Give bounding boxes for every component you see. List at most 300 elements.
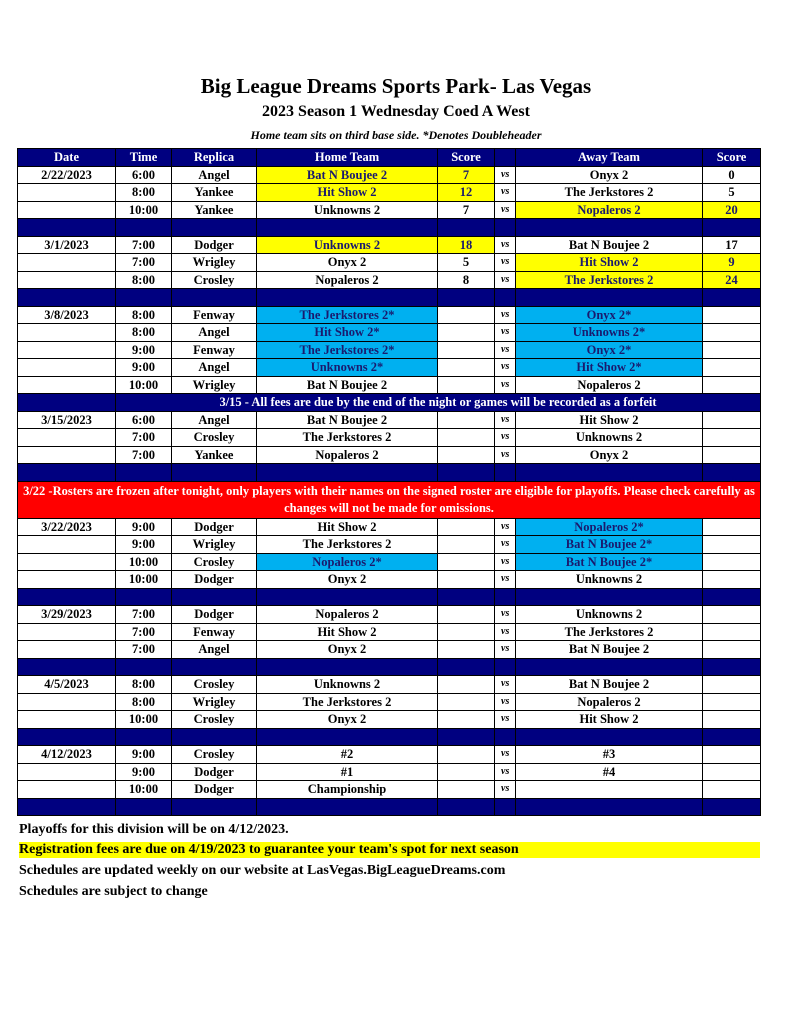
- away-score: [703, 536, 761, 554]
- separator-cell: [703, 658, 761, 676]
- vs-label: vs: [495, 446, 516, 464]
- away-score: [703, 711, 761, 729]
- separator-cell: [516, 289, 703, 307]
- game-time: 8:00: [116, 184, 172, 202]
- separator-cell: [172, 588, 257, 606]
- home-team: Onyx 2: [257, 254, 438, 272]
- separator-cell: [18, 798, 116, 816]
- game-time: 8:00: [116, 693, 172, 711]
- vs-label: vs: [495, 623, 516, 641]
- home-score: 8: [438, 271, 495, 289]
- game-date: [18, 201, 116, 219]
- home-team: Nopaleros 2: [257, 446, 438, 464]
- alert-text: 3/22 -Rosters are frozen after tonight, only players with their names on the signed roster are eligible for playoffs. Please check carefully as changes will not be made for omissions.: [18, 481, 761, 518]
- game-time: 7:00: [116, 429, 172, 447]
- game-time: 9:00: [116, 763, 172, 781]
- vs-label: vs: [495, 676, 516, 694]
- home-team: The Jerkstores 2: [257, 536, 438, 554]
- game-row: [18, 376, 761, 394]
- separator-cell: [257, 728, 438, 746]
- away-team: Onyx 2*: [516, 341, 703, 359]
- vs-label: vs: [495, 166, 516, 184]
- home-score: [438, 746, 495, 764]
- game-row: [18, 746, 761, 764]
- away-team: Nopaleros 2: [516, 201, 703, 219]
- away-score: [703, 446, 761, 464]
- separator-cell: [116, 658, 172, 676]
- game-field: Angel: [172, 166, 257, 184]
- game-field: Dodger: [172, 781, 257, 799]
- away-score: [703, 781, 761, 799]
- vs-label: vs: [495, 781, 516, 799]
- separator-cell: [18, 658, 116, 676]
- away-team: Nopaleros 2*: [516, 518, 703, 536]
- away-team: Bat N Boujee 2*: [516, 553, 703, 571]
- game-row: [18, 271, 761, 289]
- separator-cell: [516, 219, 703, 237]
- separator-cell: [257, 289, 438, 307]
- game-field: Crosley: [172, 271, 257, 289]
- vs-label: vs: [495, 201, 516, 219]
- separator-cell: [703, 798, 761, 816]
- separator-cell: [438, 289, 495, 307]
- separator-cell: [703, 588, 761, 606]
- column-header: Away Team: [516, 149, 703, 167]
- home-team: Championship: [257, 781, 438, 799]
- game-row: [18, 411, 761, 429]
- vs-label: vs: [495, 571, 516, 589]
- game-time: 9:00: [116, 536, 172, 554]
- game-date: [18, 446, 116, 464]
- game-field: Crosley: [172, 711, 257, 729]
- separator-row: [18, 289, 761, 307]
- page-subtitle: 2023 Season 1 Wednesday Coed A West: [262, 103, 530, 120]
- separator-cell: [438, 219, 495, 237]
- home-team: Hit Show 2*: [257, 324, 438, 342]
- away-score: 9: [703, 254, 761, 272]
- game-row: [18, 553, 761, 571]
- game-date: [18, 254, 116, 272]
- separator-row: [18, 658, 761, 676]
- game-time: 6:00: [116, 166, 172, 184]
- home-score: [438, 341, 495, 359]
- separator-row: [18, 588, 761, 606]
- game-date: [18, 359, 116, 377]
- game-row: [18, 306, 761, 324]
- vs-label: vs: [495, 306, 516, 324]
- table-header: [18, 149, 761, 167]
- vs-label: vs: [495, 763, 516, 781]
- away-team: #4: [516, 763, 703, 781]
- away-score: [703, 376, 761, 394]
- vs-label: vs: [495, 376, 516, 394]
- away-score: [703, 571, 761, 589]
- roster-alert-row: [18, 481, 761, 518]
- separator-cell: [495, 464, 516, 482]
- separator-cell: [257, 219, 438, 237]
- home-team: Bat N Boujee 2: [257, 376, 438, 394]
- game-field: Fenway: [172, 623, 257, 641]
- home-team: Onyx 2: [257, 571, 438, 589]
- away-score: [703, 693, 761, 711]
- away-score: [703, 341, 761, 359]
- separator-cell: [172, 219, 257, 237]
- away-score: [703, 411, 761, 429]
- home-team: Bat N Boujee 2: [257, 411, 438, 429]
- notice-row: [18, 394, 761, 412]
- home-team: Onyx 2: [257, 711, 438, 729]
- away-score: [703, 518, 761, 536]
- game-date: [18, 429, 116, 447]
- separator-cell: [516, 464, 703, 482]
- separator-cell: [257, 658, 438, 676]
- game-field: Yankee: [172, 446, 257, 464]
- separator-cell: [516, 588, 703, 606]
- vs-label: vs: [495, 641, 516, 659]
- away-score: [703, 306, 761, 324]
- separator-cell: [495, 289, 516, 307]
- away-score: [703, 359, 761, 377]
- game-date: [18, 536, 116, 554]
- game-field: Crosley: [172, 746, 257, 764]
- away-team: Hit Show 2: [516, 711, 703, 729]
- column-header: Time: [116, 149, 172, 167]
- separator-cell: [172, 658, 257, 676]
- game-time: 7:00: [116, 641, 172, 659]
- game-time: 10:00: [116, 711, 172, 729]
- home-score: [438, 606, 495, 624]
- separator-cell: [116, 798, 172, 816]
- away-team: #3: [516, 746, 703, 764]
- away-score: [703, 763, 761, 781]
- vs-label: vs: [495, 518, 516, 536]
- home-team: The Jerkstores 2: [257, 429, 438, 447]
- game-date: 2/22/2023: [18, 166, 116, 184]
- game-field: Angel: [172, 324, 257, 342]
- separator-cell: [116, 219, 172, 237]
- home-team: Unknowns 2: [257, 236, 438, 254]
- away-team: The Jerkstores 2: [516, 623, 703, 641]
- away-team: [516, 781, 703, 799]
- separator-cell: [516, 798, 703, 816]
- game-row: [18, 623, 761, 641]
- game-date: [18, 341, 116, 359]
- game-time: 10:00: [116, 201, 172, 219]
- vs-label: vs: [495, 746, 516, 764]
- home-team: Unknowns 2*: [257, 359, 438, 377]
- game-date: 4/12/2023: [18, 746, 116, 764]
- vs-label: vs: [495, 341, 516, 359]
- separator-cell: [257, 464, 438, 482]
- game-date: [18, 376, 116, 394]
- separator-cell: [257, 798, 438, 816]
- away-score: 5: [703, 184, 761, 202]
- away-team: Bat N Boujee 2: [516, 236, 703, 254]
- game-row: [18, 324, 761, 342]
- home-score: [438, 676, 495, 694]
- away-score: [703, 553, 761, 571]
- game-time: 8:00: [116, 324, 172, 342]
- game-field: Yankee: [172, 201, 257, 219]
- game-field: Crosley: [172, 676, 257, 694]
- game-date: [18, 623, 116, 641]
- blank-cell: [18, 394, 116, 412]
- away-score: 20: [703, 201, 761, 219]
- game-row: [18, 676, 761, 694]
- separator-cell: [116, 289, 172, 307]
- game-field: Wrigley: [172, 693, 257, 711]
- schedule-table: [17, 148, 761, 816]
- game-date: 3/22/2023: [18, 518, 116, 536]
- vs-label: vs: [495, 184, 516, 202]
- game-row: [18, 693, 761, 711]
- home-score: [438, 306, 495, 324]
- away-team: Hit Show 2*: [516, 359, 703, 377]
- home-score: [438, 571, 495, 589]
- game-row: [18, 518, 761, 536]
- schedule-note: Home team sits on third base side. *Denotes Doubleheader: [250, 128, 542, 142]
- home-team: Unknowns 2: [257, 201, 438, 219]
- vs-label: vs: [495, 271, 516, 289]
- away-team: The Jerkstores 2: [516, 271, 703, 289]
- separator-cell: [438, 464, 495, 482]
- home-team: #1: [257, 763, 438, 781]
- game-row: [18, 201, 761, 219]
- away-score: [703, 429, 761, 447]
- away-team: Hit Show 2: [516, 411, 703, 429]
- separator-cell: [172, 464, 257, 482]
- away-score: [703, 676, 761, 694]
- game-time: 10:00: [116, 781, 172, 799]
- game-field: Fenway: [172, 306, 257, 324]
- game-field: Crosley: [172, 553, 257, 571]
- away-team: Unknowns 2: [516, 571, 703, 589]
- game-row: [18, 711, 761, 729]
- game-row: [18, 606, 761, 624]
- game-date: [18, 693, 116, 711]
- column-header: Score: [703, 149, 761, 167]
- vs-label: vs: [495, 429, 516, 447]
- separator-cell: [495, 219, 516, 237]
- game-time: 10:00: [116, 571, 172, 589]
- vs-label: vs: [495, 411, 516, 429]
- game-field: Wrigley: [172, 376, 257, 394]
- game-time: 7:00: [116, 606, 172, 624]
- vs-label: vs: [495, 553, 516, 571]
- separator-cell: [172, 728, 257, 746]
- separator-cell: [172, 798, 257, 816]
- home-score: [438, 429, 495, 447]
- game-time: 8:00: [116, 676, 172, 694]
- home-team: Nopaleros 2*: [257, 553, 438, 571]
- game-date: [18, 184, 116, 202]
- home-team: Unknowns 2: [257, 676, 438, 694]
- game-row: [18, 571, 761, 589]
- footer-website: Schedules are updated weekly on our website at LasVegas.BigLeagueDreams.com: [19, 863, 506, 878]
- separator-cell: [516, 658, 703, 676]
- home-team: Nopaleros 2: [257, 606, 438, 624]
- vs-label: vs: [495, 324, 516, 342]
- separator-cell: [18, 219, 116, 237]
- game-date: [18, 571, 116, 589]
- away-score: 17: [703, 236, 761, 254]
- separator-cell: [703, 219, 761, 237]
- game-row: [18, 166, 761, 184]
- separator-cell: [703, 464, 761, 482]
- home-team: Hit Show 2: [257, 518, 438, 536]
- separator-cell: [116, 464, 172, 482]
- game-field: Angel: [172, 359, 257, 377]
- away-score: 0: [703, 166, 761, 184]
- home-score: 5: [438, 254, 495, 272]
- game-row: [18, 341, 761, 359]
- away-score: [703, 324, 761, 342]
- home-score: 12: [438, 184, 495, 202]
- home-team: Nopaleros 2: [257, 271, 438, 289]
- game-date: [18, 763, 116, 781]
- away-team: Bat N Boujee 2: [516, 641, 703, 659]
- game-time: 8:00: [116, 306, 172, 324]
- game-row: [18, 446, 761, 464]
- separator-cell: [172, 289, 257, 307]
- home-score: [438, 411, 495, 429]
- separator-cell: [703, 289, 761, 307]
- game-row: [18, 184, 761, 202]
- game-time: 9:00: [116, 341, 172, 359]
- game-time: 7:00: [116, 254, 172, 272]
- home-score: [438, 781, 495, 799]
- away-score: [703, 606, 761, 624]
- column-header: Replica: [172, 149, 257, 167]
- away-team: Nopaleros 2: [516, 693, 703, 711]
- game-time: 7:00: [116, 623, 172, 641]
- column-header: [495, 149, 516, 167]
- separator-cell: [18, 728, 116, 746]
- away-team: Hit Show 2: [516, 254, 703, 272]
- game-field: Angel: [172, 641, 257, 659]
- home-score: [438, 324, 495, 342]
- separator-row: [18, 219, 761, 237]
- home-team: The Jerkstores 2*: [257, 341, 438, 359]
- game-field: Wrigley: [172, 536, 257, 554]
- game-row: [18, 641, 761, 659]
- column-header: Home Team: [257, 149, 438, 167]
- column-header: Date: [18, 149, 116, 167]
- home-team: Onyx 2: [257, 641, 438, 659]
- away-team: Unknowns 2: [516, 606, 703, 624]
- game-row: [18, 236, 761, 254]
- game-time: 8:00: [116, 271, 172, 289]
- away-team: Onyx 2*: [516, 306, 703, 324]
- game-date: 3/8/2023: [18, 306, 116, 324]
- separator-cell: [495, 798, 516, 816]
- game-date: 3/15/2023: [18, 411, 116, 429]
- game-field: Wrigley: [172, 254, 257, 272]
- separator-cell: [116, 728, 172, 746]
- game-field: Yankee: [172, 184, 257, 202]
- separator-row: [18, 798, 761, 816]
- separator-cell: [438, 798, 495, 816]
- separator-cell: [495, 728, 516, 746]
- away-team: Bat N Boujee 2*: [516, 536, 703, 554]
- vs-label: vs: [495, 236, 516, 254]
- separator-cell: [438, 728, 495, 746]
- away-team: Nopaleros 2: [516, 376, 703, 394]
- separator-cell: [18, 289, 116, 307]
- game-time: 10:00: [116, 376, 172, 394]
- home-score: [438, 536, 495, 554]
- away-team: Unknowns 2*: [516, 324, 703, 342]
- vs-label: vs: [495, 254, 516, 272]
- game-field: Fenway: [172, 341, 257, 359]
- home-score: [438, 641, 495, 659]
- home-score: 7: [438, 166, 495, 184]
- home-score: [438, 359, 495, 377]
- home-score: [438, 693, 495, 711]
- game-field: Dodger: [172, 606, 257, 624]
- away-team: The Jerkstores 2: [516, 184, 703, 202]
- home-score: 18: [438, 236, 495, 254]
- home-team: Hit Show 2: [257, 184, 438, 202]
- game-time: 9:00: [116, 518, 172, 536]
- game-field: Dodger: [172, 236, 257, 254]
- footer-playoffs: Playoffs for this division will be on 4/12/2023.: [19, 822, 289, 837]
- home-score: [438, 623, 495, 641]
- home-team: The Jerkstores 2*: [257, 306, 438, 324]
- home-score: [438, 376, 495, 394]
- home-score: [438, 446, 495, 464]
- away-team: Bat N Boujee 2: [516, 676, 703, 694]
- away-score: 24: [703, 271, 761, 289]
- separator-cell: [116, 588, 172, 606]
- game-row: [18, 254, 761, 272]
- away-team: Onyx 2: [516, 166, 703, 184]
- game-row: [18, 781, 761, 799]
- separator-cell: [703, 728, 761, 746]
- game-field: Dodger: [172, 571, 257, 589]
- game-row: [18, 536, 761, 554]
- away-score: [703, 746, 761, 764]
- separator-cell: [18, 588, 116, 606]
- vs-label: vs: [495, 536, 516, 554]
- home-team: Bat N Boujee 2: [257, 166, 438, 184]
- home-team: The Jerkstores 2: [257, 693, 438, 711]
- game-time: 9:00: [116, 746, 172, 764]
- away-team: Unknowns 2: [516, 429, 703, 447]
- vs-label: vs: [495, 693, 516, 711]
- separator-row: [18, 728, 761, 746]
- separator-cell: [516, 728, 703, 746]
- game-time: 6:00: [116, 411, 172, 429]
- separator-cell: [438, 658, 495, 676]
- game-time: 9:00: [116, 359, 172, 377]
- game-date: [18, 711, 116, 729]
- home-score: 7: [438, 201, 495, 219]
- game-row: [18, 763, 761, 781]
- away-score: [703, 623, 761, 641]
- separator-cell: [257, 588, 438, 606]
- vs-label: vs: [495, 711, 516, 729]
- game-time: 10:00: [116, 553, 172, 571]
- separator-row: [18, 464, 761, 482]
- game-field: Dodger: [172, 518, 257, 536]
- game-time: 7:00: [116, 446, 172, 464]
- separator-cell: [438, 588, 495, 606]
- game-date: [18, 324, 116, 342]
- separator-cell: [495, 588, 516, 606]
- game-date: [18, 781, 116, 799]
- home-score: [438, 763, 495, 781]
